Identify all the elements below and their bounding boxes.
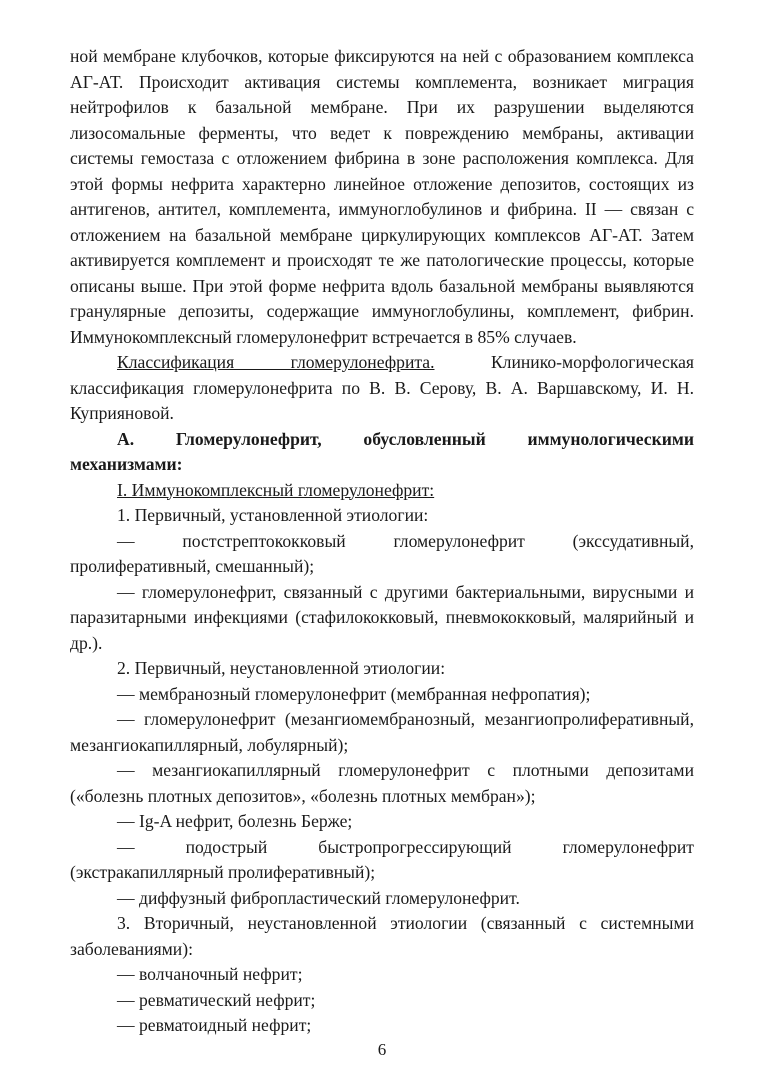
list-item: — ревматоидный нефрит; [117, 1015, 312, 1035]
list-item: — подострый быстропрогрессирующий гломерулонефрит (экстракапиллярный пролиферативный); [70, 836, 694, 882]
list-item: — Ig-A нефрит, болезнь Берже; [117, 811, 353, 831]
list-item: — постстрептококковый гломерулонефрит (экссудативный, пролиферативный, смешанный); [70, 530, 694, 576]
section-i-label: I. Иммунокомплексный гломерулонефрит: [117, 479, 435, 500]
section-a-heading: А. Гломерулонефрит, обусловленный иммунологическими механизмами: [70, 428, 694, 474]
item2-heading: 2. Первичный, неустановленной этиологии: [117, 658, 446, 678]
list-item: — гломерулонефрит, связанный с другими бактериальными, вирусными и паразитарными инфекциями (стафилококковый, пневмококковый, малярийный и др.). [70, 581, 694, 653]
classification-text: Клинико-морфологическая классификация гломерулонефрита по В. В. Серову, В. А. Варшавскому, И. Н. Куприяновой. [70, 352, 694, 423]
page-number: 6 [377, 1040, 387, 1059]
classification-label: Классификация гломерулонефрита. [117, 352, 435, 372]
document-page [70, 44, 694, 1039]
list-item: — гломерулонефрит (мезангиомембранозный, мезангиопролиферативный, мезангиокапиллярный, лобулярный); [70, 709, 694, 755]
item3-heading: 3. Вторичный, неустановленной этиологии (связанный с системными заболеваниями): [70, 913, 694, 959]
list-item: — волчаночный нефрит; [117, 964, 303, 984]
list-item: — мембранозный гломерулонефрит (мембранная нефропатия); [117, 683, 591, 704]
list-item: — ревматический нефрит; [117, 989, 316, 1010]
paragraph-classification [70, 350, 694, 427]
section-i-heading [70, 478, 694, 504]
list-item: — мезангиокапиллярный гломерулонефрит с плотными депозитами («болезнь плотных депозитов», «болезнь плотных мембран»); [70, 760, 694, 806]
list-item: — диффузный фибропластический гломерулонефрит. [117, 887, 520, 908]
paragraph-intro: ной мембране клубочков, которые фиксируются на ней с образованием комплекса АГ-АТ. Происходит активация системы комплемента, возникает миграция нейтрофилов к базальной мембране. При их разрушении выделяются лизосомальные ферменты, что ведет к повреждению мембраны, активации системы гемостаза с отложением фибрина в зоне расположения комплекса. Для этой формы нефрита характерно линейное отложение депозитов, состоящих из антигенов, антител, комплемента, иммуноглобулинов и фибрина. II — связан с отложением на базальной мембране циркулирующих комплексов АГ-АТ. Затем активируется комплемент и происходят те же патологические процессы, которые описаны выше. При этой форме нефрита вдоль базальной мембраны выявляются гранулярные депозиты, содержащие иммуноглобулины, комплемент, фибрин. Иммунокомплексный гломерулонефрит встречается в 85% случаев. [70, 46, 694, 347]
item1-heading: 1. Первичный, установленной этиологии: [117, 505, 429, 525]
